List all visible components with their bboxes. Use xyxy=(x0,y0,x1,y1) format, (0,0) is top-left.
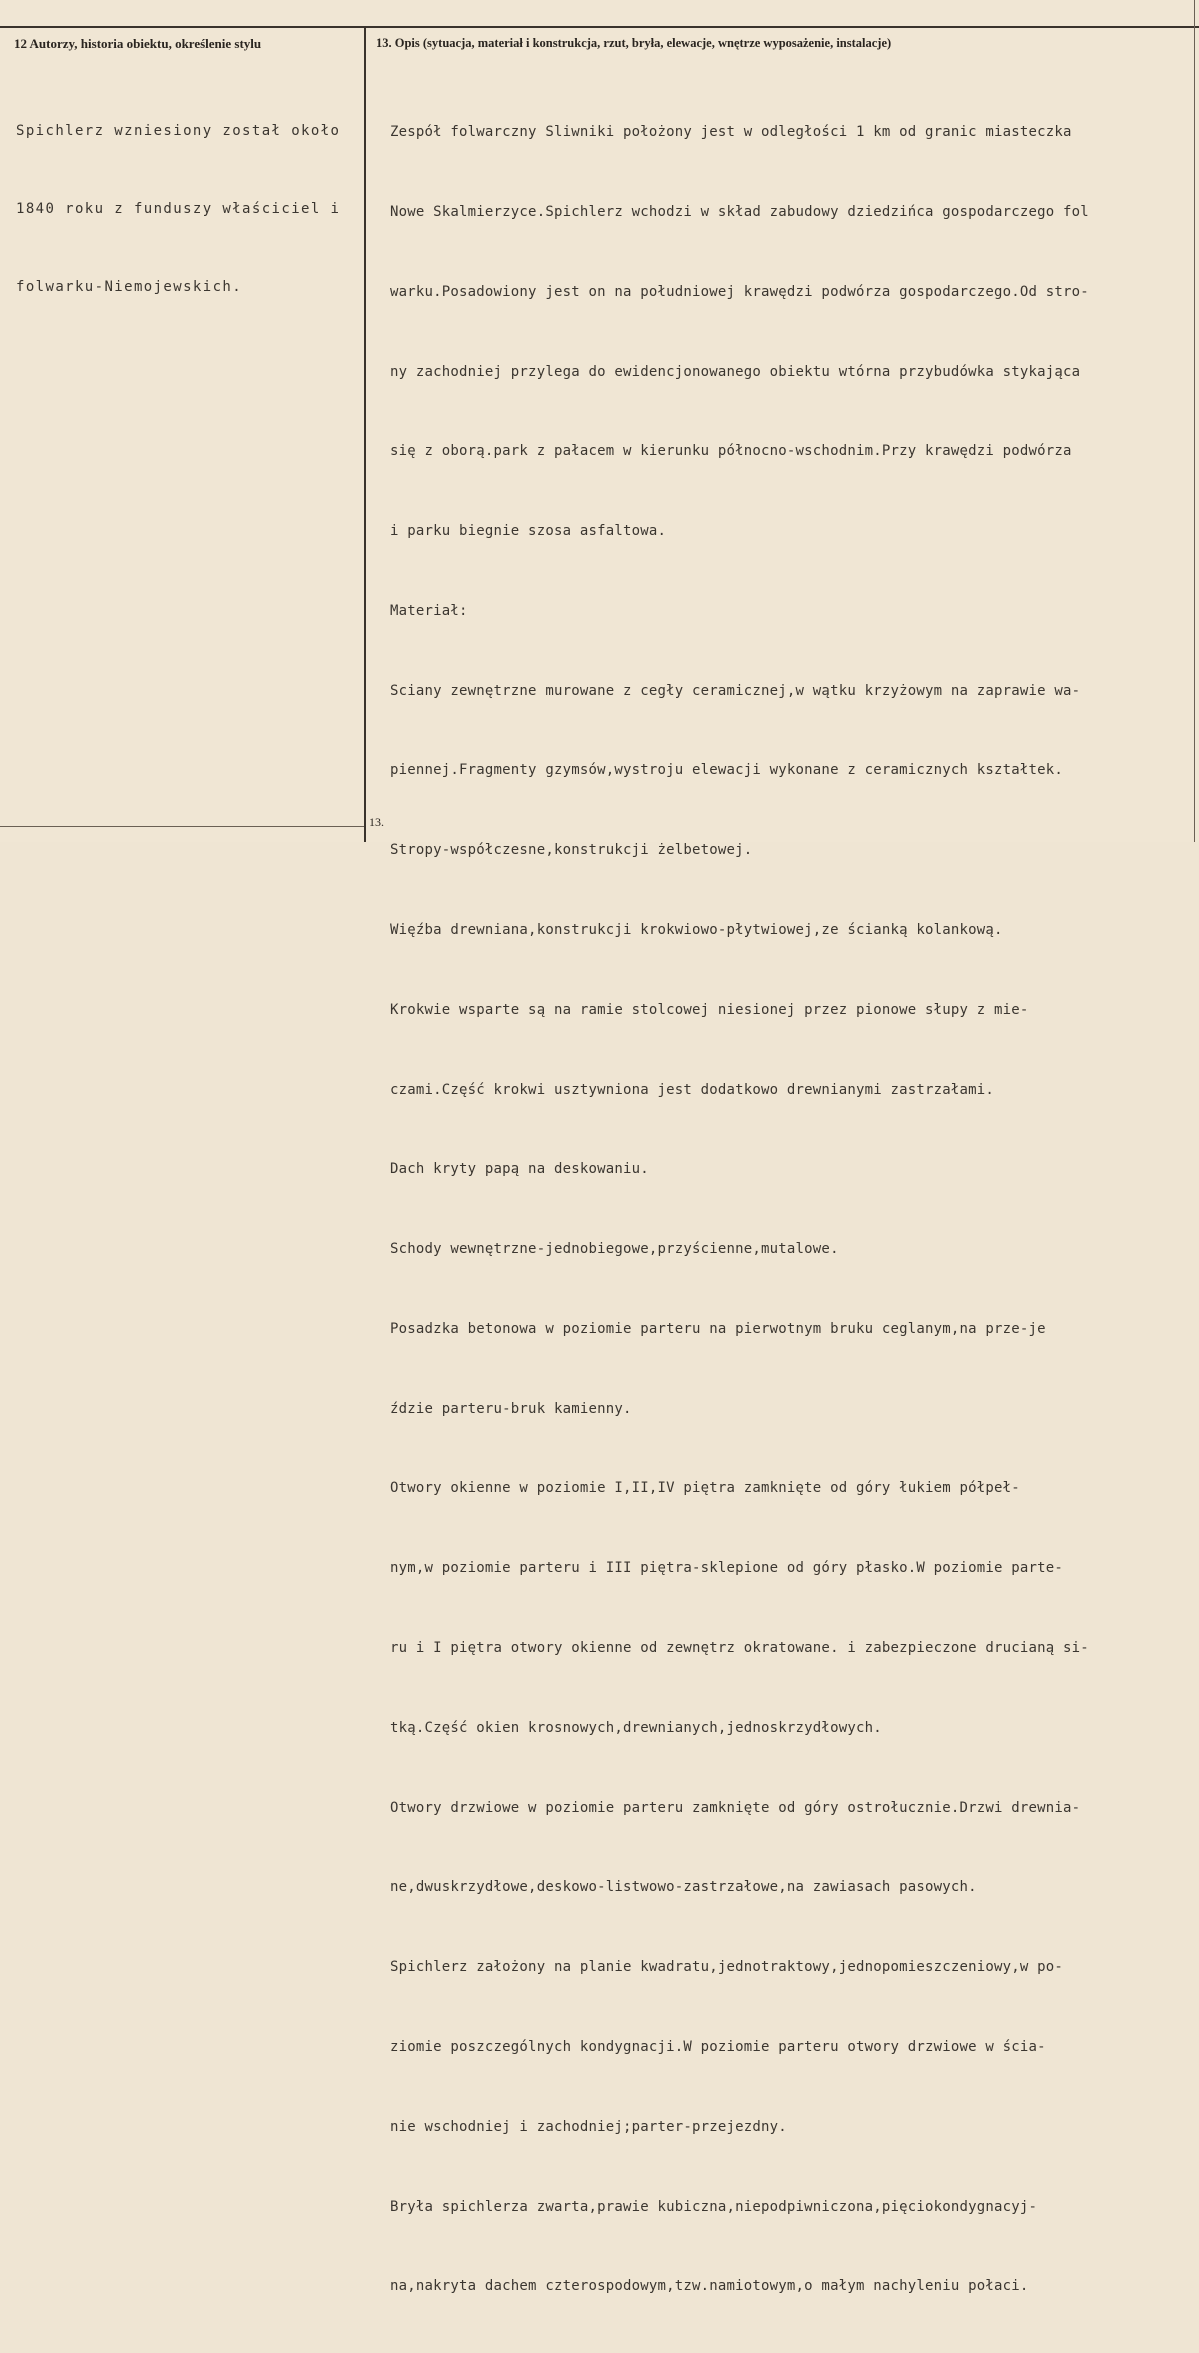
right-line: i parku biegnie szosa asfaltowa. xyxy=(390,523,667,540)
right-line: Otwory okienne w poziomie I,II,IV piętra zamknięte od góry łukiem półpeł- xyxy=(390,1480,1020,1497)
right-line: Posadzka betonowa w poziomie parteru na pierwotnym bruku ceglanym,na prze-je xyxy=(390,1320,1046,1337)
right-line: ździe parteru-bruk kamienny. xyxy=(390,1400,632,1417)
top-rule xyxy=(0,26,1199,28)
left-line: Spichlerz wzniesiony został około xyxy=(16,123,341,139)
right-line: Spichlerz założony na planie kwadratu,jednotraktowy,jednopomieszczeniowy,w po- xyxy=(390,1959,1064,1976)
right-column-header: 13. Opis (sytuacja, materiał i konstrukcja, rzut, bryła, elewacje, wnętrze wyposażenie, instalacje) xyxy=(376,36,892,50)
right-line: Bryła spichlerza zwarta,prawie kubiczna,niepodpiwniczona,pięciokondygnacyj- xyxy=(390,2198,1038,2215)
footer-page-number: 13. xyxy=(369,815,384,829)
right-line: Krokwie wsparte są na ramie stolcowej niesionej przez pionowe słupy z mie- xyxy=(390,1001,1029,1018)
right-line: ne,dwuskrzydłowe,deskowo-listwowo-zastrzałowe,na zawiasach pasowych. xyxy=(390,1879,977,1896)
right-line: Materiał: xyxy=(390,602,468,619)
left-line: 1840 roku z funduszy właściciel i xyxy=(16,201,341,217)
right-line: tką.Część okien krosnowych,drewnianych,jednoskrzydłowych. xyxy=(390,1719,882,1736)
right-line: Więźba drewniana,konstrukcji krokwiowo-płytwiowej,ze ścianką kolankową. xyxy=(390,922,1003,938)
right-line: warku.Posadowiony jest on na południowej krawędzi podwórza gospodarczego.Od stro- xyxy=(390,283,1089,300)
right-line: Schody wewnętrzne-jednobiegowe,przyścienne,mutalowe. xyxy=(390,1241,839,1258)
right-edge-rule xyxy=(1194,0,1195,842)
right-line: Zespół folwarczny Sliwniki położony jest w odległości 1 km od granic miasteczka xyxy=(390,124,1072,141)
right-line: się z oborą.park z pałacem w kierunku północno-wschodnim.Przy krawędzi podwórza xyxy=(390,443,1072,460)
right-line: nie wschodniej i zachodniej;parter-przejezdny. xyxy=(390,2118,787,2135)
right-line: ziomie poszczególnych kondygnacji.W poziomie parteru otwory drzwiowe w ścia- xyxy=(390,2038,1046,2055)
right-line: piennej.Fragmenty gzymsów,wystroju elewacji wykonane z ceramicznych kształtek. xyxy=(390,762,1064,779)
bottom-rule xyxy=(0,826,364,827)
column-divider xyxy=(364,26,366,842)
left-line: folwarku-Niemojewskich. xyxy=(16,279,243,295)
right-line: Otwory drzwiowe w poziomie parteru zamknięte od góry ostrołucznie.Drzwi drewnia- xyxy=(390,1799,1081,1816)
right-line: na,nakryta dachem czterospodowym,tzw.namiotowym,o małym nachyleniu połaci. xyxy=(390,2278,1029,2295)
right-column-text xyxy=(390,66,1089,2353)
right-line: ru i I piętra otwory okienne od zewnętrz okratowane. i zabezpieczone drucianą si- xyxy=(390,1640,1089,1657)
right-line: czami.Część krokwi usztywniona jest dodatkowo drewnianymi zastrzałami. xyxy=(390,1081,995,1098)
right-line: ny zachodniej przylega do ewidencjonowanego obiektu wtórna przybudówka stykająca xyxy=(390,363,1081,380)
left-column-text xyxy=(16,66,340,352)
right-line: Sciany zewnętrzne murowane z cegły ceramicznej,w wątku krzyżowym na zaprawie wa- xyxy=(390,682,1081,699)
right-line: nym,w poziomie parteru i III piętra-sklepione od góry płasko.W poziomie parte- xyxy=(390,1560,1064,1577)
right-line: Stropy-współczesne,konstrukcji żelbetowej. xyxy=(390,842,753,859)
right-line: Dach kryty papą na deskowaniu. xyxy=(390,1161,649,1178)
right-line: Nowe Skalmierzyce.Spichlerz wchodzi w skład zabudowy dziedzińca gospodarczego fol xyxy=(390,203,1089,220)
left-column-header: 12 Autorzy, historia obiektu, określenie stylu xyxy=(14,36,262,51)
